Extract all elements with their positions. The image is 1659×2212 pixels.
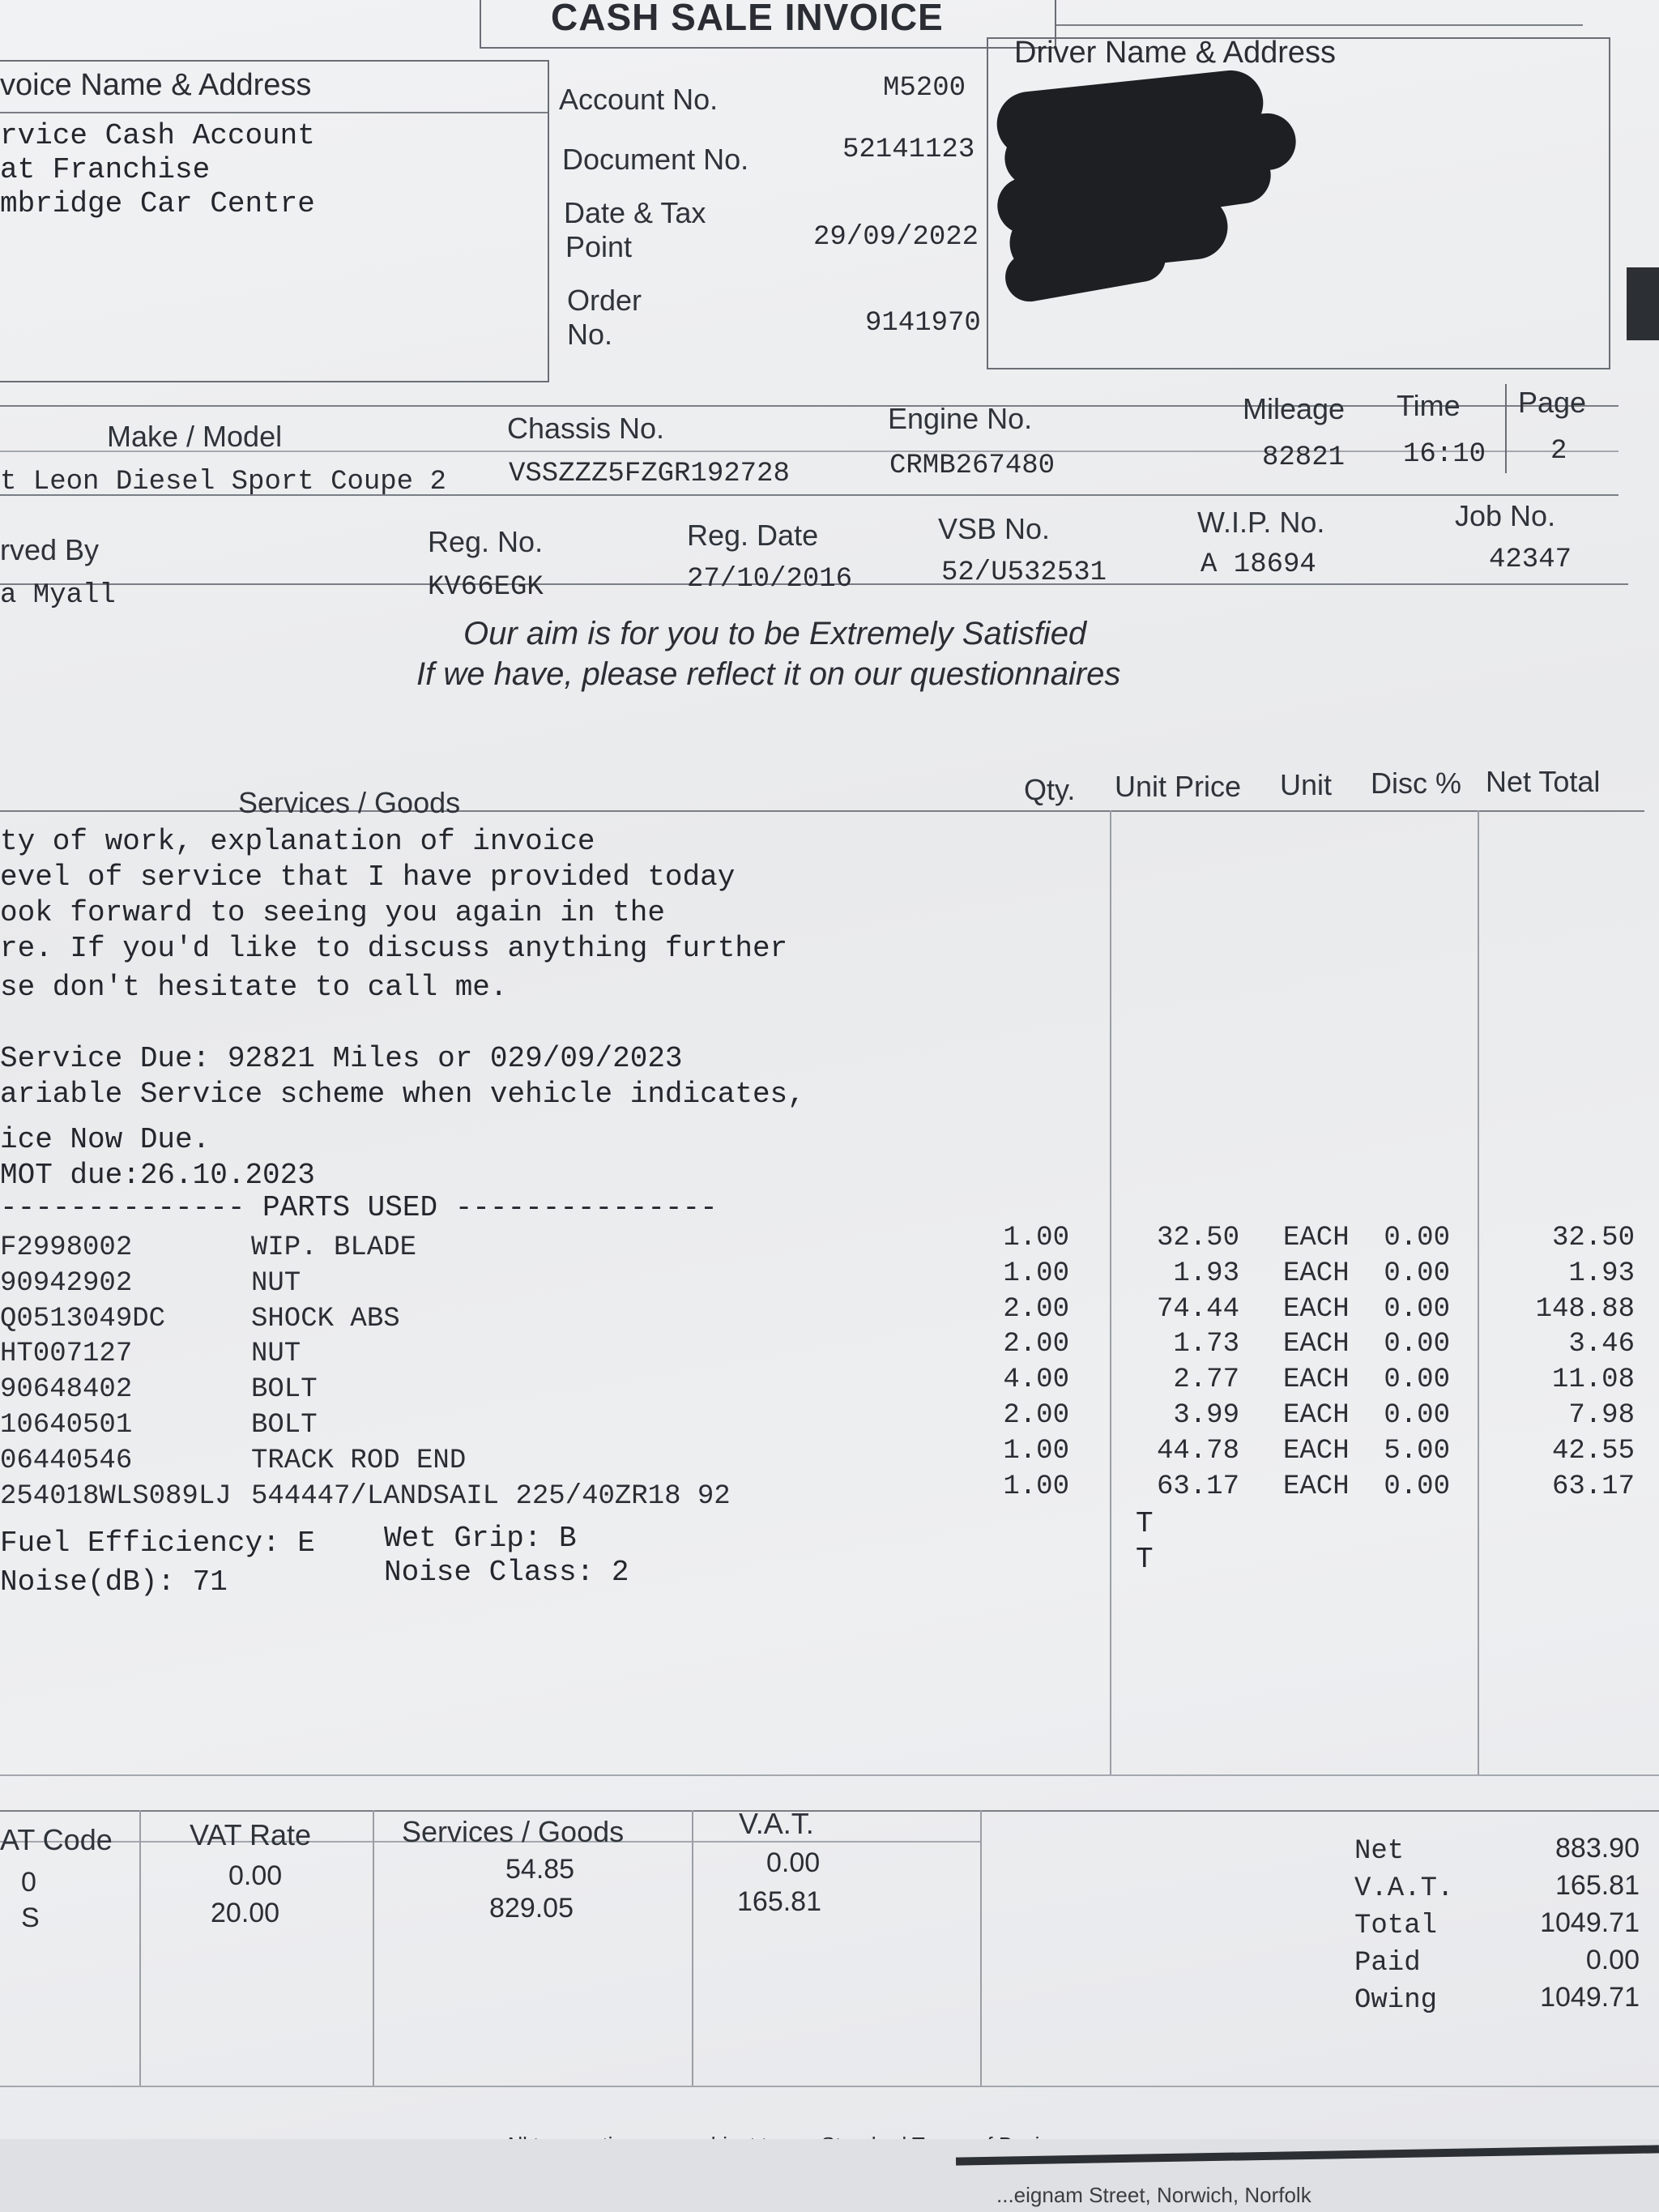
order-label-1: Order [567,284,642,317]
part-code: 254018WLS089LJ [0,1480,232,1512]
part-net: 7.98 [1568,1400,1635,1431]
note-line: evel of service that I have provided today [0,860,736,894]
total-value: 1049.71 [1540,1982,1640,2013]
slogan-line-1: Our aim is for you to be Extremely Satisfied [463,616,1087,651]
vat-divider [692,1810,693,2086]
vat-rate-header: VAT Rate [190,1818,312,1851]
part-price: 63.17 [1156,1471,1239,1502]
document-label: Document No. [562,143,749,176]
part-disc: 0.00 [1384,1471,1450,1502]
note-line: se don't hesitate to call me. [0,971,508,1004]
engine-value: CRMB267480 [889,451,1056,481]
note-line: re. If you'd like to discuss anything further [0,932,788,965]
column-divider [1478,810,1479,1774]
total-value: 883.90 [1555,1833,1640,1864]
part-net: 11.08 [1551,1364,1635,1396]
part-qty: 2.00 [1003,1293,1069,1325]
part-price: 2.77 [1173,1364,1239,1396]
part-disc: 0.00 [1384,1364,1450,1396]
column-divider [1110,810,1111,1774]
unit-header: Unit [1280,768,1333,801]
disc-header: Disc % [1371,767,1462,800]
total-value: 0.00 [1585,1945,1640,1975]
part-unit: EACH [1283,1364,1350,1396]
part-qty: 1.00 [1003,1223,1069,1253]
part-desc: WIP. BLADE [251,1232,417,1263]
tyre-marker: T [1136,1543,1154,1576]
reg-date-value: 27/10/2016 [687,564,853,595]
note-line: ook forward to seeing you again in the [0,896,665,929]
total-value: 1049.71 [1540,1907,1640,1938]
account-label: Account No. [559,83,719,116]
vat-divider [373,1810,374,2086]
total-label: Net [1354,1836,1405,1867]
note-line: ty of work, explanation of invoice [0,825,595,858]
invoice-address-line-2: at Franchise [0,153,211,186]
vat-divider [980,1810,982,2086]
part-net: 42.55 [1551,1435,1635,1467]
part-net: 32.50 [1551,1223,1635,1253]
unit-price-header: Unit Price [1115,770,1242,803]
part-qty: 1.00 [1003,1435,1069,1467]
part-desc: BOLT [251,1410,318,1441]
total-label: V.A.T. [1354,1873,1454,1904]
document-value: 52141123 [842,135,975,165]
vat-bottom-rule [0,2086,1659,2087]
part-disc: 0.00 [1384,1293,1450,1325]
time-value: 16:10 [1403,439,1486,470]
parts-used-divider: -------------- PARTS USED --------------- [0,1191,718,1224]
vat-rate-0: 0.00 [228,1860,283,1891]
mileage-value: 82821 [1262,442,1346,473]
vat-goods-0: 54.85 [505,1854,575,1885]
services-bottom-rule [0,1774,1659,1776]
vat-code-0: 0 [21,1867,36,1898]
part-desc: 544447/LANDSAIL 225/40ZR18 92 [251,1480,731,1512]
part-net: 148.88 [1535,1293,1635,1325]
vsb-label: VSB No. [938,512,1051,545]
part-code: 06440546 [0,1445,133,1476]
part-unit: EACH [1283,1223,1350,1253]
time-label: Time [1397,389,1461,422]
vat-amount-0: 0.00 [766,1847,821,1878]
part-qty: 1.00 [1003,1258,1069,1289]
invoice-address-rule [0,112,548,113]
part-qty: 1.00 [1003,1471,1069,1502]
part-disc: 0.00 [1384,1258,1450,1289]
part-price: 3.99 [1173,1400,1239,1431]
part-unit: EACH [1283,1293,1350,1325]
noise-db: Noise(dB): 71 [0,1565,228,1599]
part-price: 74.44 [1156,1293,1239,1325]
wet-grip: Wet Grip: B [384,1522,577,1555]
invoice-address-line-3: mbridge Car Centre [0,187,315,220]
part-disc: 0.00 [1384,1223,1450,1253]
part-price: 32.50 [1156,1223,1239,1253]
part-desc: TRACK ROD END [251,1445,467,1476]
part-net: 63.17 [1551,1471,1635,1502]
title-rule [1056,24,1583,26]
served-by-value: a Myall [0,580,116,611]
part-price: 1.73 [1173,1329,1239,1360]
date-label-1: Date & Tax [564,196,706,229]
job-value: 42347 [1489,544,1572,575]
background-edge [1627,267,1659,340]
vat-code-1: S [21,1902,40,1933]
chassis-value: VSSZZZ5FZGR192728 [509,459,790,489]
make-model-label: Make / Model [107,420,283,453]
services-goods-header: Services / Goods [238,786,461,819]
total-label: Paid [1354,1948,1421,1979]
part-net: 1.93 [1568,1258,1635,1289]
net-total-header: Net Total [1486,765,1601,798]
part-code: 10640501 [0,1410,133,1441]
vat-goods-header: Services / Goods [402,1815,625,1848]
page-divider [1505,384,1507,473]
noise-class: Noise Class: 2 [384,1556,629,1589]
date-value: 29/09/2022 [813,222,979,253]
part-unit: EACH [1283,1471,1350,1502]
chassis-label: Chassis No. [507,412,665,445]
fuel-efficiency: Fuel Efficiency: E [0,1527,315,1560]
make-model-value: t Leon Diesel Sport Coupe 2 [0,467,446,497]
part-price: 1.93 [1173,1258,1239,1289]
note-line: ariable Service scheme when vehicle indicates, [0,1078,805,1111]
total-label: Total [1354,1911,1438,1941]
wip-label: W.I.P. No. [1197,506,1325,539]
vsb-value: 52/U532531 [941,557,1107,588]
job-label: Job No. [1455,499,1556,532]
part-unit: EACH [1283,1258,1350,1289]
note-line: Service Due: 92821 Miles or 029/09/2023 [0,1042,683,1075]
vat-divider [139,1810,141,2086]
invoice-address-line-1: rvice Cash Account [0,119,315,152]
page-label: Page [1518,386,1587,419]
reg-no-label: Reg. No. [428,525,544,558]
part-unit: EACH [1283,1435,1350,1467]
part-qty: 4.00 [1003,1364,1069,1396]
footer-address: ...eignam Street, Norwich, Norfolk [996,2183,1311,2207]
part-disc: 0.00 [1384,1400,1450,1431]
part-unit: EACH [1283,1400,1350,1431]
part-code: 90648402 [0,1374,133,1406]
invoice-title: CASH SALE INVOICE [551,0,944,38]
reg-date-label: Reg. Date [687,519,819,552]
order-value: 9141970 [865,308,981,339]
vat-header: V.A.T. [739,1807,814,1840]
reg-no-value: KV66EGK [428,572,544,603]
engine-label: Engine No. [888,402,1033,435]
note-line: ice Now Due. [0,1123,211,1156]
vat-code-header: AT Code [0,1823,113,1856]
slogan-line-2: If we have, please reflect it on our questionnaires [416,656,1121,692]
part-code: Q0513049DC [0,1303,166,1334]
mileage-label: Mileage [1243,392,1346,425]
total-label: Owing [1354,1985,1438,2016]
note-line: MOT due:26.10.2023 [0,1159,315,1192]
vat-rate-1: 20.00 [211,1898,280,1928]
date-label-2: Point [565,230,633,263]
part-desc: SHOCK ABS [251,1303,400,1334]
part-desc: NUT [251,1339,301,1370]
order-label-2: No. [567,318,613,351]
vat-top-rule [0,1810,1659,1812]
total-value: 165.81 [1555,1870,1640,1901]
vat-goods-1: 829.05 [489,1893,574,1924]
account-value: M5200 [883,73,966,104]
part-code: 90942902 [0,1267,133,1299]
part-disc: 0.00 [1384,1329,1450,1360]
part-net: 3.46 [1568,1329,1635,1360]
part-price: 44.78 [1156,1435,1239,1467]
part-disc: 5.00 [1384,1435,1450,1467]
part-code: HT007127 [0,1339,133,1370]
part-qty: 2.00 [1003,1329,1069,1360]
part-unit: EACH [1283,1329,1350,1360]
tyre-marker: T [1136,1507,1154,1540]
part-desc: NUT [251,1267,301,1299]
page-value: 2 [1550,436,1567,467]
wip-value: A 18694 [1201,549,1316,580]
part-desc: BOLT [251,1374,318,1406]
vat-amount-1: 165.81 [737,1886,821,1917]
vehicle-top-rule [0,405,1618,407]
invoice-address-heading: voice Name & Address [0,68,312,102]
driver-address-heading: Driver Name & Address [1014,36,1337,70]
part-code: F2998002 [0,1232,133,1263]
served-by-label: rved By [0,533,100,566]
qty-header: Qty. [1024,773,1076,806]
part-qty: 2.00 [1003,1400,1069,1431]
